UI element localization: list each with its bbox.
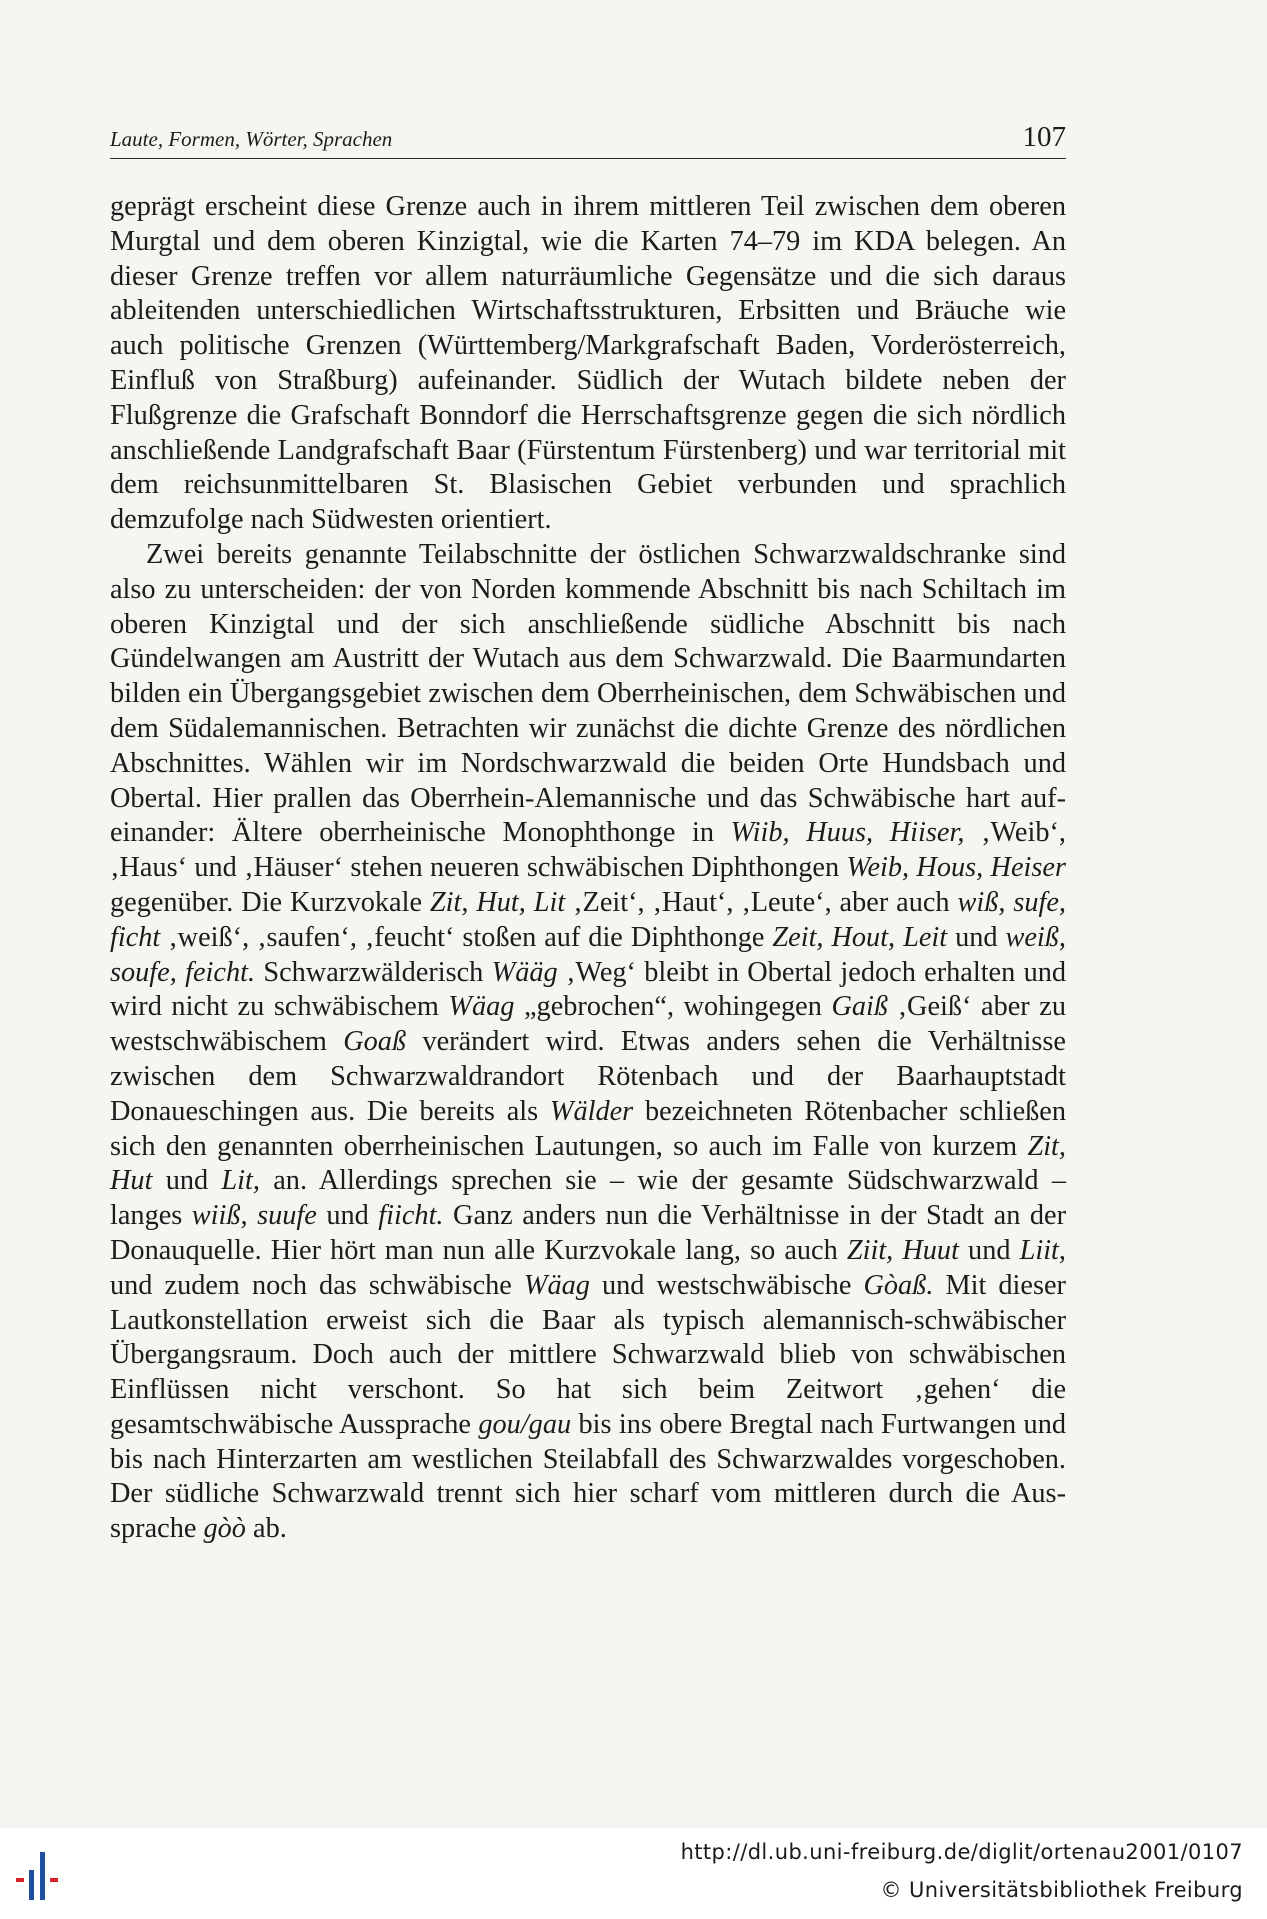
- text-run: und: [152, 1165, 222, 1197]
- text-run: Zwei bereits genannte Teilabschnitte der östlichen Schwarzwaldschranke sind also zu unterscheiden: der von Norden kommende Abschnitt bis nach Schiltach im oberen Kinzigtal und der sich anschließende südliche Abschnitt bis nach Gündelwangen am Austritt der Wutach aus dem Schwarzwald. Die Baarmundarten bilden ein Übergangsgebiet zwischen dem Oberrheinischen, dem Schwäbischen und dem Südalemannischen. Betrachten wir zunächst die dichte Grenze des nördlichen Abschnittes. Wählen wir im Nordschwarzwald die beiden Orte Hundsbach und Obertal. Hier prallen das Oberrhein-Alemannische und das Schwäbische hart aufeinander: Ältere oberrheinische Monophthonge in: [110, 538, 1066, 849]
- italic-term: Goaß: [343, 1026, 407, 1058]
- italic-term: Lit,: [221, 1165, 260, 1197]
- text-run: ab.: [245, 1513, 287, 1545]
- text-run: ‚Geiß‘ aber zu westschwäbischem: [110, 991, 1066, 1058]
- italic-term: wiiß, suufe: [191, 1200, 317, 1232]
- text-run: und westschwäbische: [589, 1269, 864, 1301]
- text-run: ‚Weib‘, ‚Haus‘ und ‚Häuser‘ stehen neueren schwäbischen Diphthongen: [110, 817, 1066, 884]
- footer-url-link[interactable]: http://dl.ub.uni-freiburg.de/diglit/ortenau2001/0107: [680, 1840, 1243, 1864]
- italic-term: Wäag: [448, 991, 515, 1023]
- text-run: ‚Zeit‘, ‚Haut‘, ‚Leute‘, aber auch: [565, 886, 958, 918]
- text-run: und: [958, 1234, 1020, 1266]
- italic-term: Wäag: [523, 1269, 590, 1301]
- text-run: und: [947, 921, 1006, 953]
- ub-freiburg-logo-icon: [14, 1844, 78, 1908]
- italic-term: Ziit, Huut: [846, 1234, 959, 1266]
- text-run: und: [316, 1200, 379, 1232]
- text-run: an. Allerdings sprechen sie – wie der gesamte Südschwarzwald – langes: [110, 1165, 1066, 1232]
- text-run: ‚Weg‘ bleibt in Obertal jedoch erhalten und wird nicht zu schwäbischem: [110, 956, 1067, 1023]
- text-run: Ganz anders nun die Verhältnisse in der Stadt an der Donauquelle. Hier hört man nun alle Kurzvokale lang, so auch: [110, 1200, 1066, 1266]
- body-text: [110, 190, 1066, 1547]
- italic-term: Weib, Hous, Heiser: [846, 852, 1066, 884]
- text-run: bezeichneten Rötenbacher schließen sich den genannten oberrheinischen Lautungen, so auch im Falle von kurzem: [110, 1095, 1067, 1162]
- italic-term: Gòaß.: [863, 1269, 934, 1301]
- italic-term: Gaiß: [831, 991, 889, 1023]
- body-paragraph: [110, 190, 1066, 538]
- page-header: [110, 122, 1066, 159]
- text-run: Schwarzwälderisch: [255, 956, 492, 988]
- italic-term: fiicht.: [378, 1200, 444, 1232]
- italic-term: wiß, sufe, ficht: [110, 886, 1066, 953]
- italic-term: gou/gau: [478, 1408, 572, 1440]
- text-run: „gebrochen“, wohingegen: [514, 991, 832, 1023]
- body-paragraph: [110, 538, 1066, 1547]
- italic-term: Liit: [1019, 1234, 1059, 1266]
- italic-term: Wääg: [491, 956, 558, 988]
- italic-term: Wiib, Huus, Hiiser,: [730, 817, 965, 849]
- text-run: geprägt erscheint diese Grenze auch in ihrem mittleren Teil zwischen dem oberen Murgtal und dem oberen Kinzigtal, wie die Karten 74–79 im KDA belegen. An dieser Grenze treffen vor allem naturräumliche Gegensätze und die sich daraus ableitenden unterschiedlichen Wirtschaftsstrukturen, Erbsitten und Bräuche wie auch politische Grenzen (Württemberg/Markgrafschaft Baden, Vorderösterreich, Einfluß von Straßburg) aufeinander. Südlich der Wutach bildete neben der Flußgrenze die Grafschaft Bonndorf die Herrschaftsgrenze gegen die sich nördlich anschließende Landgrafschaft Baar (Fürstentum Fürstenberg) und war territorial mit dem reichsunmittelbaren St. Blasischen Gebiet verbunden und sprachlich demzufolge nach Südwesten orientiert.: [110, 191, 1066, 536]
- italic-term: Zit, Hut: [110, 1130, 1066, 1197]
- footer-bar: [0, 1828, 1267, 1919]
- text-run: ‚weiß‘, ‚saufen‘, ‚feucht‘ stoßen auf die Diphthonge: [160, 921, 773, 953]
- italic-term: Zeit, Hout, Leit: [772, 921, 948, 953]
- italic-term: Wälder: [549, 1095, 634, 1127]
- text-run: Mit dieser Lautkonstellation erweist sich die Baar als typisch alemannisch-schwäbischer Übergangsraum. Doch auch der mittlere Schwarzwald blieb von schwäbischen Einflüssen nicht verschont. So hat sich beim Zeitwort ‚gehen‘ die gesamtschwäbische Aussprache: [110, 1269, 1066, 1440]
- text-run: verändert wird. Etwas anders sehen die Verhältnisse zwischen dem Schwarzwaldrandort Rötenbach und der Baarhauptstadt Donaueschingen aus. Die bereits als: [110, 1026, 1066, 1127]
- running-head: Laute, Formen, Wörter, Sprachen: [110, 127, 393, 151]
- text-run: gegenüber. Die Kurzvokale: [110, 886, 430, 918]
- footer-copyright: © Universitätsbibliothek Freiburg: [880, 1878, 1243, 1902]
- text-run: , und zudem noch das schwäbische: [110, 1234, 1066, 1301]
- italic-term: weiß, soufe, feicht.: [110, 921, 1067, 988]
- italic-term: Zit, Hut, Lit: [429, 886, 566, 918]
- text-run: bis ins obere Bregtal nach Furtwangen und bis nach Hinterzarten am westlichen Steilabfall des Schwarzwaldes vorgeschoben. Der südliche Schwarzwald trennt sich hier scharf vom mittleren durch die Aussprache: [110, 1408, 1067, 1545]
- page-number: 107: [1022, 121, 1066, 153]
- italic-term: gòò: [203, 1513, 246, 1545]
